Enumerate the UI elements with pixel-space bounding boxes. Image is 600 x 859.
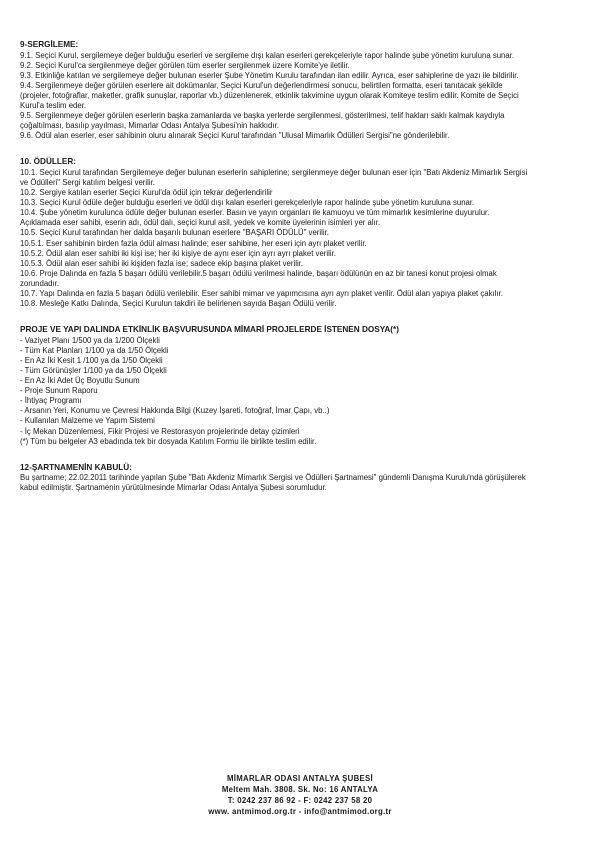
list-item: - Kullanılan Malzeme ve Yapım Sistemi [20, 416, 155, 426]
clause: 10.7. Yapı Dalında en fazla 5 başarı ödülü verilebilir. Eser sahibi mimar ve yapımcısına ayrı ayrı plaket verilir. Ödül alan yapıya plaket çakılır. [20, 288, 503, 298]
list-item: - İhtiyaç Programı [20, 396, 82, 406]
document-page [20, 40, 580, 502]
clause: 9.5. Sergilenmeye değer görülen eserlerin başka zamanlarda ve başka yerlerde sergilenmesi, gösterilmesi, telif hakları saklı kalmak kaydıyla çoğaltılması, basılıp yayılması, Mimarlar Odası Antalya Şubesi'nin hakkıdır. [20, 111, 505, 131]
clause: 10.1. Seçici Kurul tarafından Sergilemeye değer bulunan eserlerin sahiplerine; sergilenmeye değer bulunan eser için "Batı Akdeniz Mimarlık Sergisi ve Ödülleri" Sergi katılım belgesi verilir. [20, 167, 528, 187]
clause: 10.2. Sergiye katılan eserler Seçici Kurul'da ödül için tekrar değerlendirilir [20, 188, 273, 198]
section-heading: 9-SERGİLEME: [20, 40, 79, 49]
list-item: - Vaziyet Planı 1/500 ya da 1/200 Ölçekli [20, 335, 160, 345]
footer-web: www. antmimod.org.tr - info@antmimod.org.tr [208, 807, 392, 816]
clause: 10.3. Seçici Kurul ödüle değer bulduğu eserleri ve ödül dışı kalan eserleri gerekçeleriyle rapor halinde şube yönetim kuruluna sunar. [20, 198, 475, 208]
footer-address: Meltem Mah. 3808. Sk. No: 16 ANTALYA [221, 785, 379, 794]
section-sartname-kabulu [20, 463, 580, 494]
clause: 10.5.3. Ödül alan eser sahibi iki kişiden fazla ise; sadece ekip başına plaket verilir. [20, 258, 304, 268]
clause: 9.4. Sergilenmeye değer görülen eserlere ait dokümanlar, Seçici Kurul'un değerlendirmesi sonucu, belirtilen formatta, eseri tanıtacak şekilde (projeler, fotoğraflar, maketler, grafik sunuşlar, raporlar vb.) düzenlenerek, etkinlik takvimine uygun olarak Komiteye teslim edilir. Komite de Seçici Kurul'a teslim eder. [20, 80, 519, 110]
section-heading: 10. ÖDÜLLER: [20, 157, 76, 167]
clause: 10.6. Proje Dalında en fazla 5 başarı ödülü verilebilir.5 başarı ödülü verilmesi halinde, başarı ödülünün en az bir tanesi konut projesi olmak zorundadır. [20, 268, 497, 288]
list-item: - En Az İki Kesit 1 /100 ya da 1/50 Ölçekli [20, 355, 163, 365]
footer-phone: T: 0242 237 86 92 - F: 0242 237 58 20 [227, 796, 373, 805]
clause: 10.5. Seçici Kurul tarafından her dalda başarılı bulunan eserlere "BAŞARI ÖDÜLÜ" verilir. [20, 228, 329, 238]
section-heading: PROJE VE YAPI DALINDA ETKİNLİK BAŞVURUSUNDA MİMARİ PROJELERDE İSTENEN DOSYA(*) [20, 325, 399, 335]
clause: 9.2. Seçici Kurul'ca sergilenmeye değer görülen tüm eserler sergilenmek üzere Komite'ye iletilir. [20, 60, 350, 70]
list-item: - Proje Sunum Raporu [20, 386, 98, 396]
list-item: - İç Mekan Düzenlemesi, Fikir Projesi ve Restorasyon projelerinde detay çizimleri [20, 426, 300, 436]
list-item: - En Az İki Adet Üç Boyutlu Sunum [20, 376, 140, 386]
clause: 9.1. Seçici Kurul, sergilemeye değer bulduğu eserleri ve sergileme dışı kalan eserleri gerekçeleriyle rapor halinde şube yönetim kuruluna sunar. [20, 50, 515, 60]
section-sergileme [20, 40, 580, 141]
list-item: - Tüm Görünüşler 1/100 ya da 1/50 Ölçekli [20, 365, 167, 375]
section-istenen-dosya [20, 325, 580, 447]
clause: 9.6. Ödül alan eserler, eser sahibinin oluru alınarak Seçici Kurul tarafından "Ulusal Mimarlık Ödülleri Sergisi"ne gönderilebilir. [20, 131, 450, 141]
list-item: - Arsanın Yeri, Konumu ve Çevresi Hakkında Bilgi (Kuzey İşareti, fotoğraf, İmar Çapı, vb..) [20, 406, 330, 416]
section-oduller [20, 157, 580, 309]
page-footer [0, 773, 600, 817]
clause: 10.5.2. Ödül alan eser sahibi iki kişi ise; her iki kişiye de aynı eser için ayrı ayrı plaket verilir. [20, 248, 336, 258]
footnote: (*) Tüm bu belgeler A3 ebadında tek bir dosyada Katılım Formu ile birlikte teslim edilir. [20, 436, 317, 446]
clause: 10.4. Şube yönetim kurulunca ödüle değer bulunan eserler. Basın ve yayın organları ile kamuoyu ve tüm mimarlık kesimlerine duyurulur. Açıklamada eser sahibi, eserin adı, ödül dalı, seçici kurul asil, yedek ve komite üyelerinin isimleri yer alır. [20, 208, 490, 228]
clause: 10.8. Mesleğe Katkı Dalında, Seçici Kurulun takdiri ile belirlenen sayıda Başarı Ödülü verilir. [20, 299, 337, 309]
section-heading: 12-ŞARTNAMENİN KABULÜ: [20, 462, 132, 472]
footer-organization: MİMARLAR ODASI ANTALYA ŞUBESİ [226, 774, 374, 783]
list-item: - Tüm Kat Planları 1/100 ya da 1/50 Ölçekli [20, 345, 169, 355]
clause: Bu şartname; 22.02.2011 tarihinde yapılan Şube "Batı Akdeniz Mimarlık Sergisi ve Ödülleri Şartnamesi" gündemli Danışma Kurulu'nda görüşülerek kabul edilmiştir. Şartnamenin yürütülmesinde Mimarlar Odası Antalya Şubesi sorumludur. [20, 473, 526, 493]
clause: 10.5.1. Eser sahibinin birden fazla ödül alması halinde; eser sahibine, her eseri için ayrı plaket verilir. [20, 238, 367, 248]
clause: 9.3. Etkinliğe katılan ve sergilemeye değer bulunan eserler Şube Yönetim Kurulu tarafından ilan edilir. Ayrıca, eser sahiplerine de yazı ile bildirilir. [20, 70, 519, 80]
